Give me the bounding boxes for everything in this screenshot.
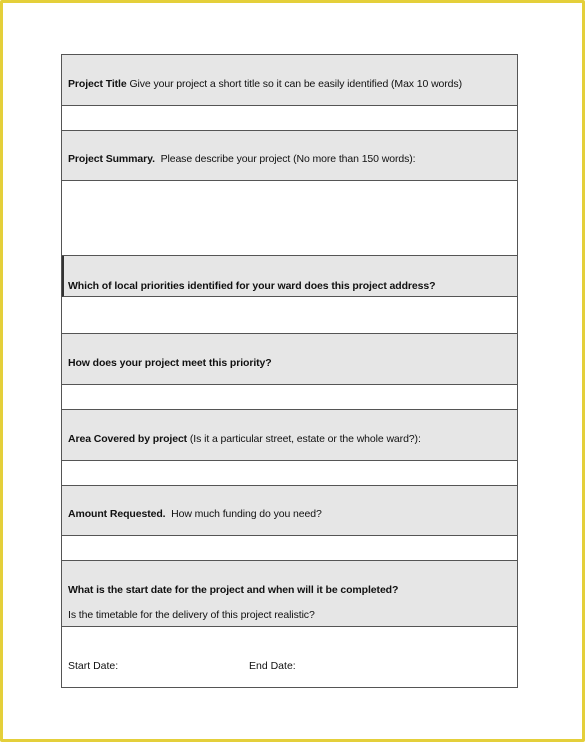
end-date-label: End Date:: [249, 660, 296, 672]
local-priorities-field[interactable]: [62, 297, 517, 334]
meet-priority-field[interactable]: [62, 385, 517, 410]
local-priorities-header: [62, 256, 517, 297]
meet-priority-label: How does your project meet this priority?: [68, 357, 272, 369]
project-title-label: Project Title: [68, 78, 127, 90]
project-summary-field[interactable]: [62, 181, 517, 256]
area-covered-label: Area Covered by project: [68, 433, 188, 445]
start-date-label: Start Date:: [68, 660, 119, 672]
project-dates-field[interactable]: [62, 627, 517, 687]
project-summary-instructions: Please describe your project (No more than 150 words):: [160, 153, 416, 165]
project-summary-label: Project Summary.: [68, 153, 155, 165]
project-title-field[interactable]: [62, 106, 517, 131]
amount-requested-field[interactable]: [62, 536, 517, 561]
area-covered-header: [62, 410, 517, 461]
local-priorities-label: Which of local priorities identified for your ward does this project address?: [68, 280, 436, 292]
amount-requested-label: Amount Requested.: [68, 508, 166, 520]
area-covered-instructions: (Is it a particular street, estate or the whole ward?):: [189, 433, 421, 445]
project-dates-header: [62, 561, 517, 627]
project-title-header: [62, 55, 517, 106]
amount-requested-instructions: How much funding do you need?: [171, 508, 322, 520]
project-summary-header: [62, 131, 517, 181]
project-application-form: [61, 54, 518, 688]
area-covered-field[interactable]: [62, 461, 517, 486]
project-dates-instructions: Is the timetable for the delivery of this project realistic?: [68, 609, 315, 621]
meet-priority-header: [62, 334, 517, 385]
amount-requested-header: [62, 486, 517, 536]
project-title-instructions: Give your project a short title so it can be easily identified (Max 10 words): [129, 78, 462, 90]
project-dates-label: What is the start date for the project and when will it be completed?: [68, 584, 399, 596]
